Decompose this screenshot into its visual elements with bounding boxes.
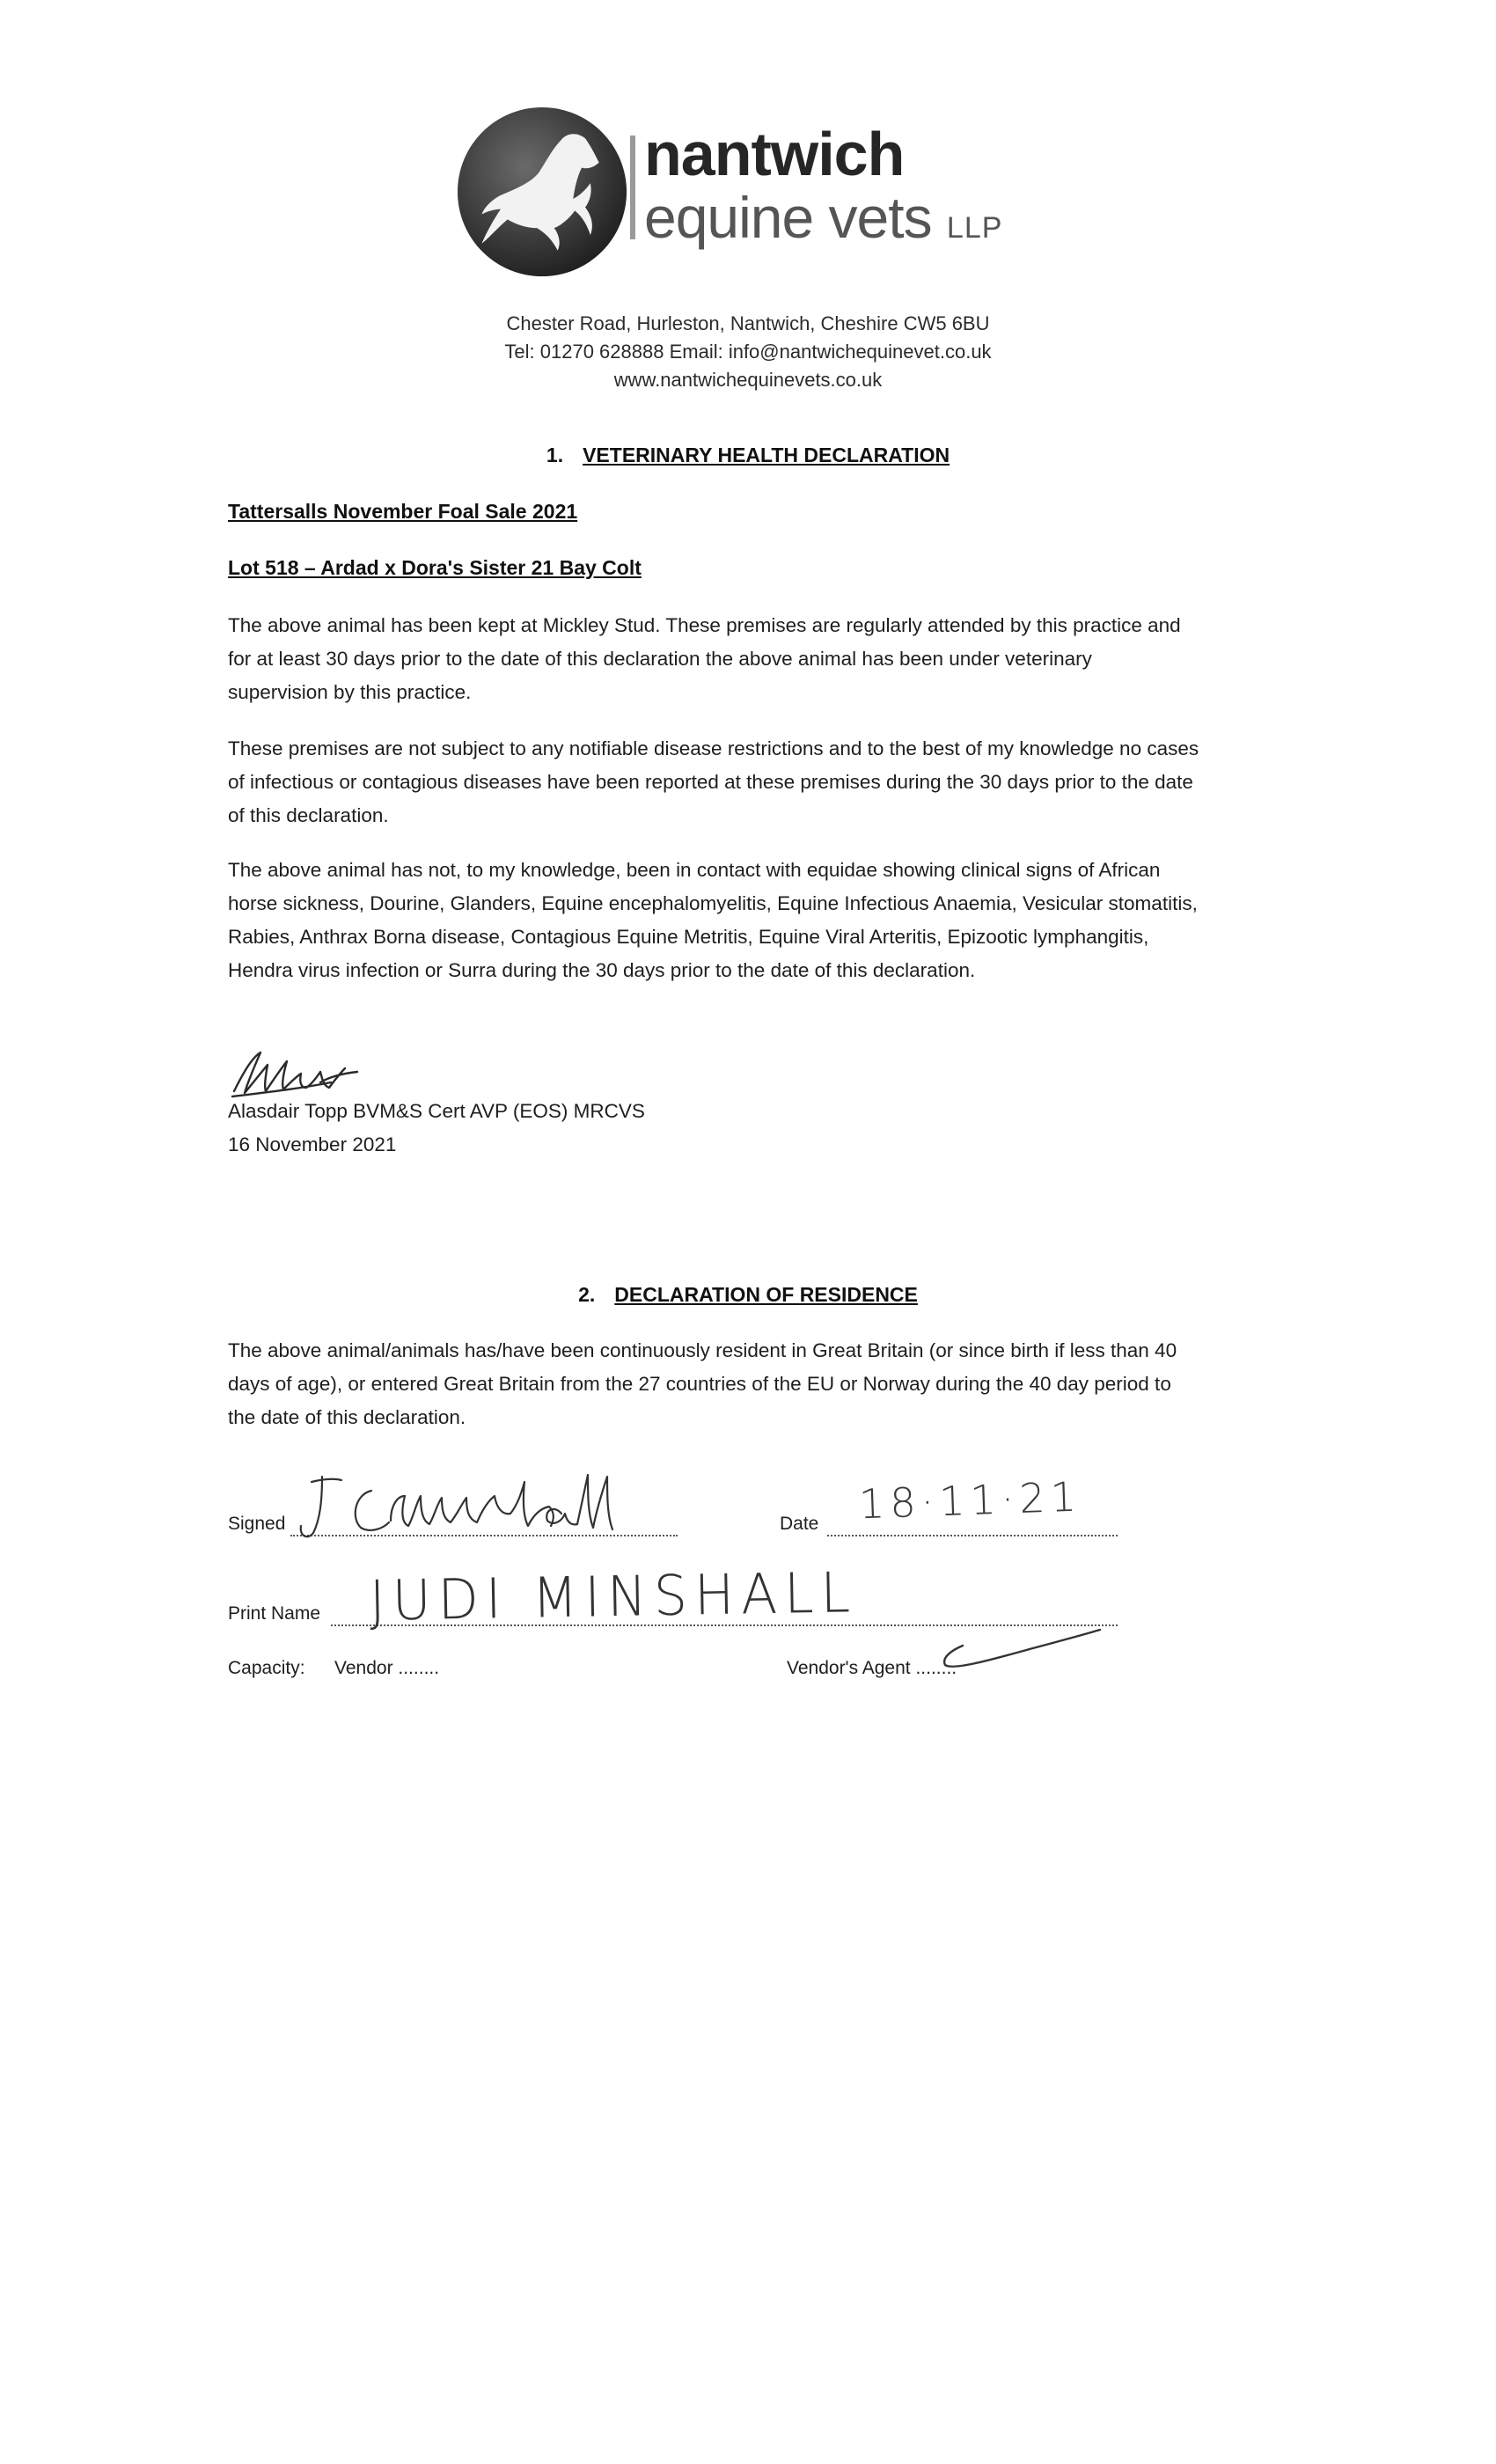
para-line: The above animal has not, to my knowledge, been in contact with equidae showing clinical signs of African <box>228 859 1161 881</box>
paragraph-residence <box>228 1334 1284 1434</box>
vet-name: Alasdair Topp BVM&S Cert AVP (EOS) MRCVS <box>228 1100 645 1122</box>
section1-heading <box>0 444 1496 467</box>
date-field[interactable] <box>827 1535 1118 1536</box>
paragraph-contact-equidae <box>228 854 1284 987</box>
brand-suffix: LLP <box>946 211 1003 245</box>
paragraph-disease-restrictions <box>228 732 1284 832</box>
para-line: days of age), or entered Great Britain from the 27 countries of the EU or Norway during the 40 day period to <box>228 1373 1171 1395</box>
vet-date: 16 November 2021 <box>228 1133 397 1155</box>
capacity-label: Capacity: <box>228 1658 305 1678</box>
section1-title: VETERINARY HEALTH DECLARATION <box>583 444 950 466</box>
vendor-signature <box>290 1464 704 1549</box>
brand-name-line2 <box>644 185 1003 250</box>
section2-title: DECLARATION OF RESIDENCE <box>614 1283 918 1306</box>
lot-heading: Lot 518 – Ardad x Dora's Sister 21 Bay Colt <box>228 556 642 579</box>
para-line: The above animal has been kept at Mickley Stud. These premises are regularly attended by this practice and <box>228 614 1181 636</box>
para-line: the date of this declaration. <box>228 1406 466 1428</box>
print-name-label: Print Name <box>228 1603 321 1624</box>
capacity-tick-mark <box>933 1624 1109 1686</box>
para-line: These premises are not subject to any notifiable disease restrictions and to the best of my knowledge no cases <box>228 737 1199 759</box>
para-line: of infectious or contagious diseases have been reported at these premises during the 30 days prior to the date <box>228 771 1193 793</box>
address-line: Chester Road, Hurleston, Nantwich, Cheshire CW5 6BU <box>506 312 990 334</box>
brand-name-line1: nantwich <box>644 120 905 188</box>
para-line: horse sickness, Dourine, Glanders, Equine encephalomyelitis, Equine Infectious Anaemia, Vesicular stomatitis, <box>228 892 1198 914</box>
brand-name-equine-vets: equine vets <box>644 185 932 250</box>
para-line: supervision by this practice. <box>228 681 472 703</box>
section1-number: 1. <box>546 444 564 466</box>
section2-heading <box>0 1283 1496 1307</box>
para-line: The above animal/animals has/have been continuously resident in Great Britain (or since birth if less than 40 <box>228 1339 1177 1361</box>
sale-heading: Tattersalls November Foal Sale 2021 <box>228 500 578 523</box>
date-label: Date <box>780 1514 819 1534</box>
capacity-option-vendor[interactable]: Vendor ........ <box>334 1658 440 1678</box>
print-name-handwritten-value: JUDI MINSHALL <box>369 1560 858 1634</box>
paragraph-premises-attendance <box>228 609 1284 709</box>
para-line: Hendra virus infection or Surra during the 30 days prior to the date of this declaration. <box>228 959 976 981</box>
leaping-horse-icon <box>456 106 628 278</box>
para-line: for at least 30 days prior to the date of this declaration the above animal has been under veterinary <box>228 648 1092 670</box>
contact-line: Tel: 01270 628888 Email: info@nantwichequinevet.co.uk <box>504 341 992 363</box>
signed-label: Signed <box>228 1514 286 1534</box>
logo-divider <box>630 136 635 239</box>
capacity-option-vendors-agent[interactable]: Vendor's Agent ........ <box>787 1658 957 1678</box>
website-link[interactable]: www.nantwichequinevets.co.uk <box>613 369 883 391</box>
section2-number: 2. <box>578 1283 596 1306</box>
letterhead-logo <box>456 106 1019 282</box>
date-handwritten-value: 18·11·21 <box>858 1472 1082 1529</box>
para-line: of this declaration. <box>228 804 389 826</box>
para-line: Rabies, Anthrax Borna disease, Contagious Equine Metritis, Equine Viral Arteritis, Epizootic lymphangitis, <box>228 926 1149 948</box>
